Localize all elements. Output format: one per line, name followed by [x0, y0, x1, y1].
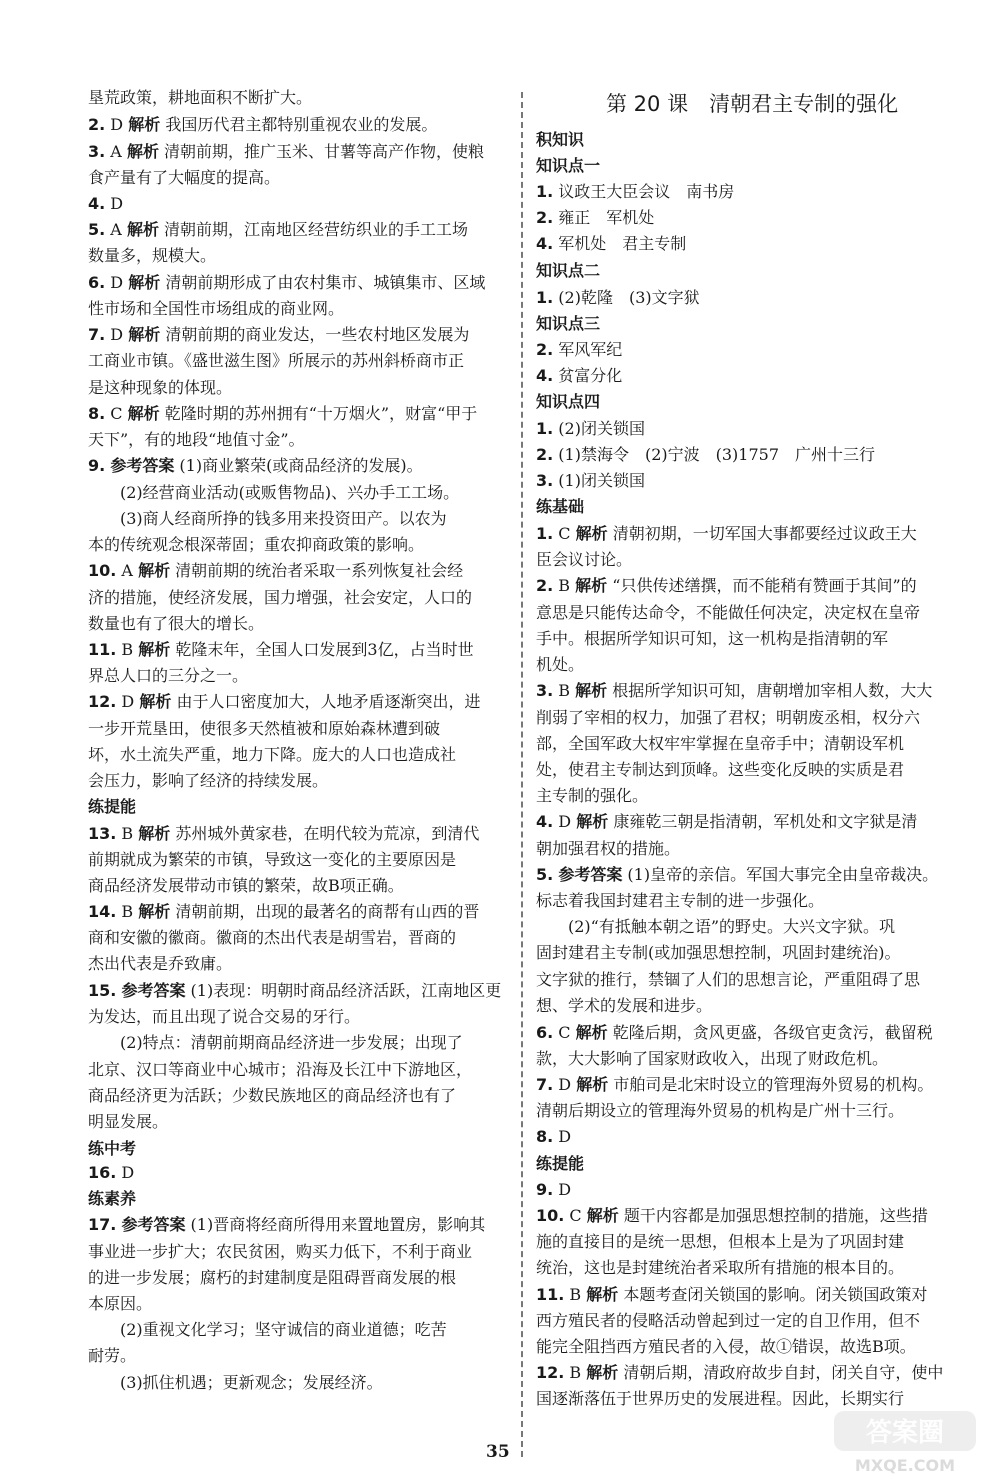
text-line [88, 588, 472, 608]
text-line [536, 1180, 571, 1200]
question-number: 14. [88, 902, 117, 921]
text-line [536, 970, 920, 990]
question-number: 2. [536, 576, 554, 595]
text-line [88, 378, 232, 398]
answer-text: 济的措施，使经济发展，国力增强，社会安定，人口的 [88, 588, 473, 607]
answer-text: 根据所学知识可知，唐朝增加宰相人数，大大 [607, 681, 933, 700]
text-line [536, 471, 645, 491]
answer-text: 国逐渐落伍于世界历史的发展进程。因此，长期实行 [536, 1389, 905, 1408]
answer-text: 垦荒政策，耕地面积不断扩大。 [88, 88, 313, 107]
answer-text: (2)闭关锁国 [553, 419, 645, 438]
column-divider [521, 92, 523, 1457]
question-number: 2. [536, 208, 554, 227]
text-line [536, 1258, 904, 1278]
answer-text: 乾隆后期，贪风更盛，各级官吏贪污，截留税 [607, 1023, 933, 1042]
section-heading: 练提能 [536, 1154, 585, 1173]
answer-tag: 解析 [128, 115, 161, 134]
answer-text: 由于人口密度加大，人地矛盾逐渐突出，进 [171, 692, 481, 711]
text-line [88, 876, 404, 896]
answer-text: 主专制的强化。 [536, 786, 649, 805]
answer-text: B [564, 1363, 587, 1382]
lesson-title: 第 20 课 清朝君主专制的强化 [606, 92, 899, 116]
answer-tag: 解析 [576, 812, 609, 831]
answer-text: 能完全阻挡西方殖民者的入侵，故①错误，故选B项。 [536, 1337, 916, 1356]
text-line [88, 509, 447, 529]
text-line [88, 902, 479, 922]
question-number: 12. [536, 1363, 565, 1382]
question-number: 7. [536, 1075, 554, 1094]
text-line [88, 404, 477, 424]
answer-text: 耐劳。 [88, 1346, 137, 1365]
text-line [88, 1320, 447, 1340]
text-line [88, 771, 328, 791]
answer-text: D [116, 1163, 135, 1182]
question-number: 8. [88, 404, 106, 423]
answer-tag: 解析 [138, 640, 171, 659]
answer-text: 款，大大影响了国家财政收入，出现了财政危机。 [536, 1049, 889, 1068]
question-number: 6. [536, 1023, 554, 1042]
text-line [88, 1294, 152, 1314]
answer-text: D [105, 115, 129, 134]
answer-text: 乾隆末年，全国人口发展到3亿，占当时世 [170, 640, 474, 659]
text-line [536, 1023, 933, 1043]
text-line [88, 719, 440, 739]
section-heading: 知识点二 [536, 261, 601, 280]
question-number: 4. [88, 194, 106, 213]
answer-text: 题干内容都是加强思想控制的措施，这些措 [618, 1206, 928, 1225]
answer-text: B [116, 640, 139, 659]
page-number: 35 [486, 1442, 510, 1462]
answer-tag: 解析 [575, 1023, 608, 1042]
answer-tag: 解析 [575, 681, 608, 700]
question-number: 2. [88, 115, 106, 134]
answer-text: 商品经济更为活跃；少数民族地区的商品经济也有了 [88, 1086, 457, 1105]
answer-tag: 解析 [138, 824, 171, 843]
answer-text: 清朝前期的商业发达，一些农村地区发展为 [160, 325, 470, 344]
text-line [88, 745, 456, 765]
answer-text: 商和安徽的徽商。徽商的杰出代表是胡雪岩，晋商的 [88, 928, 457, 947]
answer-text: (3)商人经商所挣的钱多用来投资田产。以农为 [88, 509, 447, 528]
text-line [536, 366, 622, 386]
answer-text: A [105, 142, 127, 161]
answer-text: (1)晋商将经商所得用来置地置房，影响其 [185, 1215, 486, 1234]
text-line [88, 1033, 463, 1053]
answer-text: (2)“有抵触本朝之语”的野史。大兴文字狱。巩 [536, 917, 896, 936]
question-number: 3. [536, 471, 554, 490]
answer-text: 手中。根据所学知识可知，这一机构是指清朝的军 [536, 629, 889, 648]
answer-tag: 参考答案 [558, 865, 623, 884]
text-line [88, 1060, 472, 1080]
question-number: 16. [88, 1163, 117, 1182]
watermark-logo [830, 1405, 980, 1477]
answer-tag: 解析 [586, 1363, 619, 1382]
text-line [88, 666, 248, 686]
text-line [536, 340, 622, 360]
text-line [536, 629, 888, 649]
answer-text: 本题考查闭关锁国的影响。闭关锁国政策对 [618, 1285, 928, 1304]
text-line [88, 351, 464, 371]
text-line [88, 115, 437, 135]
text-line [536, 1337, 916, 1357]
watermark-main-text: 答案圈 [865, 1418, 945, 1448]
text-line [536, 760, 904, 780]
answer-text: 的进一步发展；腐朽的封建制度是阻碍晋商发展的根 [88, 1268, 457, 1287]
answer-text: 固封建君主专制(或加强思想控制，巩固封建统治)。 [536, 943, 901, 962]
question-number: 8. [536, 1127, 554, 1146]
answer-text: C [553, 524, 576, 543]
answer-text: 雍正 军机处 [553, 208, 655, 227]
text-line [88, 1007, 360, 1027]
text-line [536, 943, 901, 963]
text-line [536, 208, 654, 228]
question-number: 9. [88, 456, 106, 475]
answer-tag: 解析 [128, 273, 161, 292]
watermark-domain-text: MXQE.COM [854, 1456, 956, 1475]
text-line [88, 1112, 168, 1132]
answer-text: 是这种现象的体现。 [88, 378, 233, 397]
answer-text: A [116, 561, 139, 580]
answer-tag: 解析 [126, 142, 159, 161]
section-heading: 练基础 [536, 497, 585, 516]
question-number: 11. [536, 1285, 565, 1304]
answer-text: 工商业市镇。《盛世滋生图》所展示的苏州斜桥商市正 [88, 351, 465, 370]
answer-tag: 解析 [575, 524, 608, 543]
answer-text: 清朝后期，清政府故步自封，闭关自守，使中 [618, 1363, 944, 1382]
text-line [536, 786, 648, 806]
question-number: 11. [88, 640, 117, 659]
text-line [536, 891, 824, 911]
answer-text: D [105, 273, 129, 292]
answer-text: (1)商业繁荣(或商品经济的发展)。 [174, 456, 423, 475]
answer-text: 数量多，规模大。 [88, 246, 217, 265]
section-heading: 知识点四 [536, 392, 601, 411]
text-line [536, 1127, 571, 1147]
text-line [88, 88, 312, 108]
answer-text: D [553, 1180, 572, 1199]
answer-text: 处，使君主专制达到顶峰。这些变化反映的实质是君 [536, 760, 905, 779]
question-number: 13. [88, 824, 117, 843]
text-line [536, 445, 875, 465]
answer-tag: 解析 [575, 576, 608, 595]
question-number: 1. [536, 288, 554, 307]
answer-text: 军机处 君主专制 [553, 234, 687, 253]
answer-text: 数量也有了很大的增长。 [88, 614, 265, 633]
text-line [536, 288, 700, 308]
question-number: 4. [536, 812, 554, 831]
answer-text: 界总人口的三分之一。 [88, 666, 249, 685]
text-line [536, 550, 632, 570]
text-line [88, 1163, 134, 1183]
question-number: 15. [88, 981, 117, 1000]
section-heading: 知识点三 [536, 314, 601, 333]
text-line [536, 734, 904, 754]
text-line [88, 220, 468, 240]
text-line [88, 299, 344, 319]
text-line [536, 1101, 904, 1121]
answer-text: 本原因。 [88, 1294, 153, 1313]
answer-tag: 解析 [586, 1285, 619, 1304]
answer-text: 乾隆时期的苏州拥有“十万烟火”，财富“甲于 [159, 404, 478, 423]
text-line [536, 1206, 928, 1226]
answer-text: (1)表现：明朝时商品经济活跃，江南地区更 [185, 981, 502, 1000]
text-line [88, 824, 479, 844]
section-heading: 练中考 [88, 1139, 137, 1158]
answer-text: 天下”，有的地段“地值寸金”。 [88, 430, 305, 449]
text-line [536, 1075, 933, 1095]
answer-text: “只供传述缮撰，而不能稍有赞画于其间”的 [607, 576, 917, 595]
answer-text: B [116, 902, 139, 921]
answer-tag: 解析 [139, 692, 172, 711]
text-line [88, 1086, 456, 1106]
answer-text: 为发达，而且出现了说合交易的牙行。 [88, 1007, 361, 1026]
text-line [536, 1311, 920, 1331]
text-line [536, 524, 917, 544]
answer-text: 清朝前期，推广玉米、甘薯等高产作物，使粮 [158, 142, 485, 161]
text-line [536, 839, 680, 859]
answer-text: D [553, 1127, 572, 1146]
answer-text: 西方殖民者的侵略活动曾起到过一定的自卫作用，但不 [536, 1311, 921, 1330]
text-line [88, 1215, 485, 1235]
text-line [536, 1232, 904, 1252]
text-line [88, 483, 459, 503]
question-number: 12. [88, 692, 117, 711]
answer-text: 前期就成为繁荣的市镇，导致这一变化的主要原因是 [88, 850, 457, 869]
answer-text: D [553, 1075, 577, 1094]
answer-text: C [564, 1206, 587, 1225]
answer-text: 商品经济发展带动市镇的繁荣，故B项正确。 [88, 876, 404, 895]
answer-text: C [553, 1023, 576, 1042]
answer-text: 清朝后期设立的管理海外贸易的机构是广州十三行。 [536, 1101, 905, 1120]
text-line [536, 182, 734, 202]
text-line [88, 1268, 456, 1288]
answer-text: 清朝前期，出现的最著名的商帮有山西的晋 [170, 902, 480, 921]
question-number: 1. [536, 182, 554, 201]
answer-text: (2)乾隆 (3)文字狱 [553, 288, 700, 307]
answer-text: 机处。 [536, 655, 585, 674]
answer-text: 统治，这也是封建统治者采取所有措施的根本目的。 [536, 1258, 905, 1277]
question-number: 3. [536, 681, 554, 700]
answer-tag: 解析 [126, 220, 159, 239]
text-line [536, 1285, 927, 1305]
answer-tag: 解析 [576, 1075, 609, 1094]
text-line [88, 168, 280, 188]
question-number: 4. [536, 366, 554, 385]
section-heading: 练素养 [88, 1189, 137, 1208]
question-number: 3. [88, 142, 106, 161]
text-line [88, 142, 484, 162]
text-line [88, 1242, 472, 1262]
text-line [88, 561, 463, 581]
section-heading: 练提能 [88, 797, 137, 816]
answer-tag: 参考答案 [121, 1215, 186, 1234]
answer-text: 我国历代君主都特别重视农业的发展。 [160, 115, 438, 134]
question-number: 1. [536, 419, 554, 438]
text-line [88, 273, 485, 293]
answer-text: 食产量有了大幅度的提高。 [88, 168, 281, 187]
text-line [536, 576, 917, 596]
section-heading: 知识点一 [536, 156, 601, 175]
answer-tag: 解析 [138, 561, 171, 580]
text-line [88, 430, 305, 450]
answer-text: (3)抓住机遇；更新观念；发展经济。 [88, 1373, 383, 1392]
answer-text: C [105, 404, 128, 423]
question-number: 7. [88, 325, 106, 344]
answer-text: D [116, 692, 140, 711]
answer-text: 本的传统观念根深蒂固；重农抑商政策的影响。 [88, 535, 425, 554]
text-line [88, 981, 501, 1001]
question-number: 6. [88, 273, 106, 292]
answer-text: 议政王大臣会议 南书房 [553, 182, 735, 201]
text-line [536, 917, 895, 937]
question-number: 10. [88, 561, 117, 580]
answer-text: 明显发展。 [88, 1112, 169, 1131]
answer-text: 臣会议讨论。 [536, 550, 633, 569]
answer-text: (1)禁海令 (2)宁波 (3)1757 广州十三行 [553, 445, 876, 464]
text-line [536, 865, 938, 885]
answer-tag: 解析 [586, 1206, 619, 1225]
question-number: 10. [536, 1206, 565, 1225]
answer-text: 杰出代表是乔致庸。 [88, 954, 233, 973]
answer-text: 苏州城外黄家巷，在明代较为荒凉，到清代 [170, 824, 480, 843]
text-line [536, 603, 920, 623]
answer-text: 意思是只能传达命令，不能做任何决定，决定权在皇帝 [536, 603, 921, 622]
text-line [536, 996, 712, 1016]
question-number: 9. [536, 1180, 554, 1199]
answer-text: (1)皇帝的亲信。军国大事完全由皇帝裁决。 [622, 865, 939, 884]
text-line [88, 928, 456, 948]
answer-text: B [116, 824, 139, 843]
answer-text: 清朝前期的统治者采取一系列恢复社会经 [170, 561, 464, 580]
answer-text: (2)重视文化学习；坚守诚信的商业道德；吃苦 [88, 1320, 447, 1339]
answer-text: (2)经营商业活动(或贩售物品)、兴办手工工场。 [88, 483, 460, 502]
question-number: 2. [536, 340, 554, 359]
answer-text: 贫富分化 [553, 366, 623, 385]
answer-text: D [553, 812, 577, 831]
answer-tag: 参考答案 [121, 981, 186, 1000]
answer-text: 削弱了宰相的权力，加强了君权；明朝废丞相，权分六 [536, 708, 921, 727]
text-line [536, 708, 920, 728]
answer-text: 清朝初期，一切军国大事都要经过议政王大 [607, 524, 917, 543]
text-line [536, 812, 917, 832]
answer-text: 康雍乾三朝是指清朝，军机处和文字狱是清 [608, 812, 918, 831]
answer-text: 标志着我国封建君主专制的进一步强化。 [536, 891, 825, 910]
answer-tag: 解析 [138, 902, 171, 921]
text-line [536, 1363, 943, 1383]
text-line [88, 246, 216, 266]
answer-text: 朝加强君权的措施。 [536, 839, 681, 858]
text-line [88, 325, 469, 345]
answer-tag: 解析 [128, 325, 161, 344]
question-number: 5. [536, 865, 554, 884]
answer-text: 事业进一步扩大；农民贫困，购买力低下，不利于商业 [88, 1242, 473, 1261]
answer-text: A [105, 220, 127, 239]
question-number: 2. [536, 445, 554, 464]
answer-text: D [105, 194, 124, 213]
answer-text: 性市场和全国性市场组成的商业网。 [88, 299, 345, 318]
answer-text: 想、学术的发展和进步。 [536, 996, 713, 1015]
answer-text: 施的直接目的是统一思想，但根本上是为了巩固封建 [536, 1232, 905, 1251]
answer-tag: 解析 [127, 404, 160, 423]
text-line [536, 234, 686, 254]
text-line [88, 850, 456, 870]
answer-text: 会压力，影响了经济的持续发展。 [88, 771, 329, 790]
answer-text: 文字狱的推行，禁锢了人们的思想言论，严重阻碍了思 [536, 970, 921, 989]
answer-tag: 参考答案 [110, 456, 175, 475]
answer-text: 坏，水土流失严重，地力下降。庞大的人口也造成社 [88, 745, 457, 764]
answer-text: D [105, 325, 129, 344]
section-heading: 积知识 [536, 130, 585, 149]
text-line [88, 692, 480, 712]
answer-text: 清朝前期形成了由农村集市、城镇集市、区域 [160, 273, 486, 292]
question-number: 1. [536, 524, 554, 543]
answer-text: (1)闭关锁国 [553, 471, 645, 490]
answer-text: 市舶司是北宋时设立的管理海外贸易的机构。 [608, 1075, 934, 1094]
answer-text: (2)特点：清朝前期商品经济进一步发展；出现了 [88, 1033, 463, 1052]
answer-text: 清朝前期，江南地区经营纺织业的手工工场 [158, 220, 469, 239]
answer-text: 部，全国军政大权牢牢掌握在皇帝手中；清朝设军机 [536, 734, 905, 753]
text-line [88, 194, 123, 214]
answer-text: 北京、汉口等商业中心城市；沿海及长江中下游地区， [88, 1060, 473, 1079]
text-line [88, 640, 474, 660]
answer-text: 军风军纪 [553, 340, 623, 359]
question-number: 4. [536, 234, 554, 253]
text-line [88, 614, 264, 634]
text-line [88, 1373, 383, 1393]
text-line [536, 1049, 888, 1069]
question-number: 17. [88, 1215, 117, 1234]
text-line [88, 535, 424, 555]
text-line [88, 954, 232, 974]
question-number: 5. [88, 220, 106, 239]
answer-text: B [564, 1285, 587, 1304]
answer-text: 一步开荒垦田，使很多天然植被和原始森林遭到破 [88, 719, 441, 738]
text-line [536, 681, 932, 701]
text-line [88, 456, 423, 476]
text-line [536, 655, 584, 675]
text-line [88, 1346, 136, 1366]
answer-text: B [553, 576, 576, 595]
text-line [536, 419, 645, 439]
answer-text: B [553, 681, 576, 700]
